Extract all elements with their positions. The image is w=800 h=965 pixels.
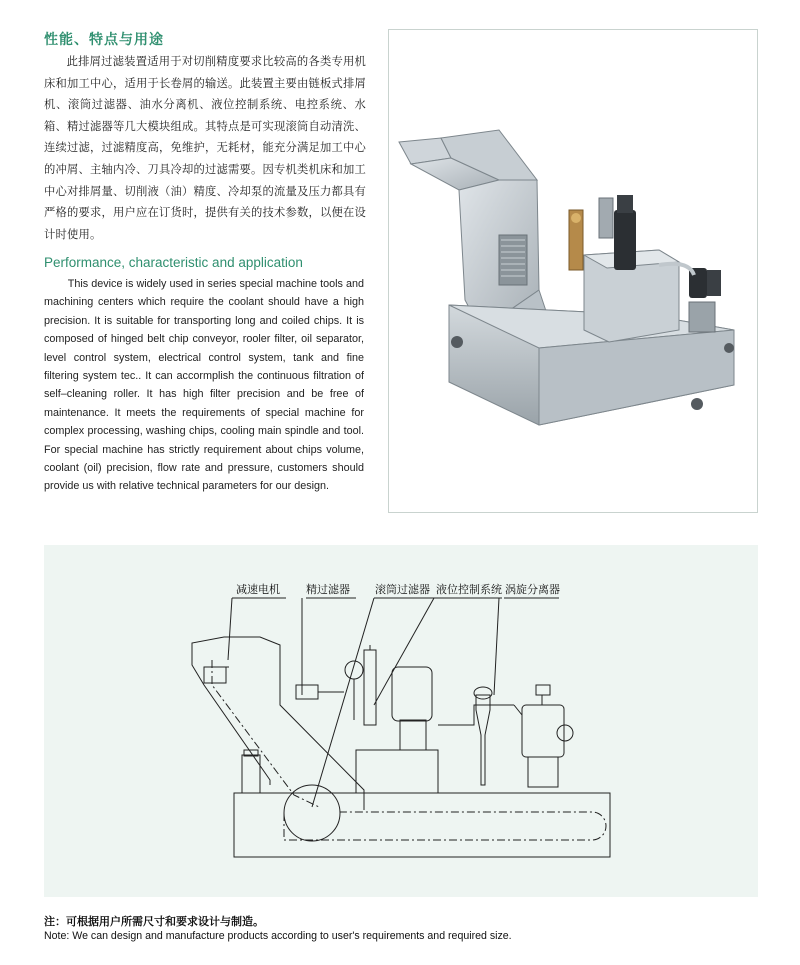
heading-en: Performance, characteristic and application <box>44 255 303 270</box>
label-fine-filter: 精过滤器 <box>306 583 350 596</box>
schematic-diagram <box>44 545 758 897</box>
label-level-control: 液位控制系统 <box>436 583 502 596</box>
description-cn: 此排屑过滤装置适用于对切削精度要求比较高的各类专用机床和加工中心，适用于长卷屑的输送。此装置主要由链板式排屑机、滚筒过滤器、油水分离机、液位控制系统、电控系统、水箱、精过滤器等几大模块组成。其特点是可实现滚筒自动清洗、连续过滤，过滤精度高，免维护，无耗材，能充分满足加工中心的冲屑、主轴内冷、刀具冷却的过滤需要。因专机类机床和加工中心对排屑量、切削液（油）精度、冷却泵的流量及压力都具有严格的要求，用户应在订货时，提供有关的技术参数，以便在设计时使用。 <box>44 55 366 241</box>
label-motor: 减速电机 <box>236 583 280 596</box>
label-cyclone-separator: 涡旋分离器 <box>505 583 560 596</box>
product-photo <box>388 29 758 513</box>
note-cn: 注：可根据用户所需尺寸和要求设计与制造。 <box>44 915 264 928</box>
description-en: This device is widely used in series special machine tools and machining centers which require the coolant should have a high precision. It is suitable for transporting long and coiled chips. It is composed of hinged belt chip conveyor, rooler filter, oil separator, level control system, electrical control system, tank and fine filtering system tec.. It can accormplish the continuous filtration of self–cleaning roller. It has high filter precision and be free of maintenance. It meets the requirements of special machine for complex processing, washing chips, cooling main spindle and tool. For special machine has strictly requirement about chips volume, coolant (oil) precision, flow rate and pressure, customers should provide us with relative technical parameters for our design. <box>44 278 364 493</box>
label-drum-filter: 滚筒过滤器 <box>375 583 430 596</box>
note-en: Note: We can design and manufacture products according to user's requirements and required size. <box>44 930 512 942</box>
heading-cn: 性能、特点与用途 <box>44 32 164 48</box>
